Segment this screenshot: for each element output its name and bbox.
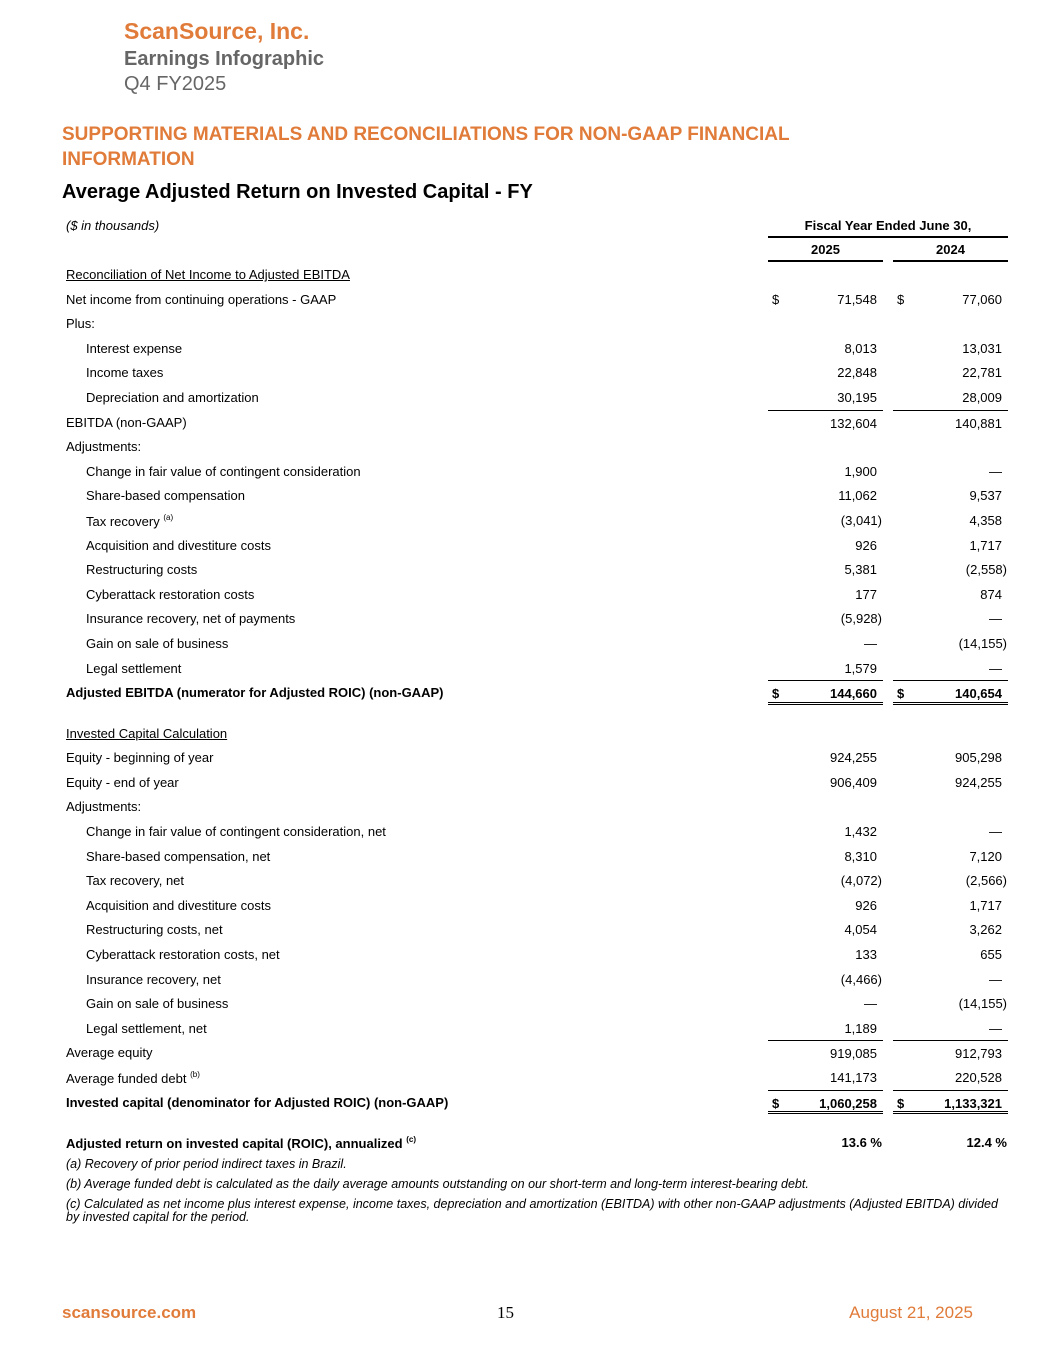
row-label-text: Interest expense — [86, 340, 183, 356]
row-label-text: Gain on sale of business — [86, 635, 229, 651]
table-row — [0, 745, 1055, 770]
value-cell-2025 — [768, 606, 883, 631]
value-2024: — — [989, 1020, 1002, 1036]
table-row — [0, 967, 1055, 992]
value-2025: — — [864, 996, 877, 1012]
value-cell-2024 — [893, 606, 1008, 631]
value-cell-2024 — [893, 360, 1008, 385]
document-subtitle: Earnings Infographic — [124, 48, 325, 70]
value-2025: 141,173 — [830, 1070, 877, 1085]
value-2024: (14,155) — [958, 635, 1007, 651]
value-cell-2024 — [893, 680, 1008, 705]
value-cell-2025 — [768, 1040, 883, 1065]
row-label-text: Net income from continuing operations - GAAP — [66, 291, 337, 307]
value-cell-2024 — [893, 991, 1008, 1016]
row-label-text: Cyberattack restoration costs — [86, 586, 255, 602]
value-2024: 77,060 — [962, 291, 1002, 307]
value-cell-2025 — [768, 745, 883, 770]
value-2024: 7,120 — [969, 848, 1002, 864]
value-2025: 71,548 — [837, 291, 877, 307]
table-row — [0, 631, 1055, 656]
table-row — [0, 287, 1055, 312]
table-row — [0, 533, 1055, 558]
value-2025: — — [864, 635, 877, 651]
table-row — [0, 917, 1055, 942]
value-cell-2024 — [893, 483, 1008, 508]
row-label-text: Plus: — [66, 316, 95, 332]
row-label — [66, 775, 179, 790]
value-2025: 132,604 — [830, 415, 877, 431]
value-cell-2024 — [893, 868, 1008, 893]
value-2025: 906,409 — [830, 774, 877, 790]
document-period: Q4 FY2025 — [124, 73, 227, 95]
value-2025: (5,928) — [840, 611, 882, 627]
row-label-text: Insurance recovery, net — [86, 971, 221, 987]
value-2024: 4,358 — [969, 512, 1002, 528]
row-label-text: Adjustments: — [66, 799, 142, 815]
value-cell-2024 — [893, 1016, 1008, 1041]
row-label — [86, 341, 182, 356]
value-cell-2024 — [893, 1065, 1008, 1090]
value-cell-2025 — [768, 557, 883, 582]
row-label — [66, 316, 95, 331]
table-row — [0, 942, 1055, 967]
value-2024: 22,781 — [962, 365, 1002, 381]
value-cell-2024 — [893, 287, 1008, 312]
row-label-text: Average equity — [66, 1045, 153, 1061]
row-label — [86, 947, 280, 962]
company-name: ScanSource, Inc. — [124, 18, 310, 44]
currency-symbol: $ — [897, 686, 905, 702]
value-cell-2024 — [893, 967, 1008, 992]
row-label — [66, 415, 187, 430]
value-2024: — — [989, 660, 1002, 676]
row-label — [66, 1095, 448, 1110]
value-cell-2024 — [893, 336, 1008, 361]
value-2024: — — [989, 824, 1002, 840]
value-cell-2024 — [893, 942, 1008, 967]
table-row — [0, 794, 1055, 819]
section-title: SUPPORTING MATERIALS AND RECONCILIATIONS FOR NON-GAAP FINANCIAL INFORMATION — [62, 124, 790, 170]
table-row — [0, 1016, 1055, 1041]
value-2025: (4,466) — [840, 971, 882, 987]
row-label-text: Tax recovery, net — [86, 873, 185, 889]
row-label-text: Average funded debt — [66, 1071, 187, 1086]
table-row — [0, 656, 1055, 681]
value-2024: (2,566) — [965, 873, 1007, 889]
row-label — [86, 538, 271, 553]
value-2024: 220,528 — [955, 1070, 1002, 1085]
row-label-text: Legal settlement, net — [86, 1020, 207, 1036]
row-label — [66, 439, 141, 454]
currency-symbol: $ — [897, 1095, 905, 1111]
value-cell-2024 — [893, 631, 1008, 656]
row-label-text: Income taxes — [86, 365, 164, 381]
row-label — [86, 390, 259, 405]
value-cell-2024 — [893, 893, 1008, 918]
value-cell-2025 — [768, 459, 883, 484]
row-label — [66, 685, 443, 700]
row-label — [86, 1021, 207, 1036]
table-row — [0, 582, 1055, 607]
value-2024: (2,558) — [965, 562, 1007, 578]
value-2025: 5,381 — [844, 562, 877, 578]
footnote-b: (b) Average funded debt is calculated as the daily average amounts outstanding on our short-term and long-term interest-bearing debt. — [66, 1177, 809, 1191]
value-cell-2025 — [768, 656, 883, 681]
value-cell-2025 — [768, 1016, 883, 1041]
value-cell-2024 — [893, 508, 1008, 533]
value-2025: 926 — [855, 537, 877, 553]
row-label — [86, 873, 184, 888]
row-label — [66, 799, 141, 814]
table-row — [0, 336, 1055, 361]
value-2025: 1,432 — [844, 824, 877, 840]
table-row — [0, 1130, 1055, 1155]
table-row — [0, 434, 1055, 459]
value-cell-2024 — [893, 656, 1008, 681]
value-cell-2025 — [768, 582, 883, 607]
row-label — [86, 824, 386, 839]
row-label-text: Insurance recovery, net of payments — [86, 611, 296, 627]
footnote-a: (a) Recovery of prior period indirect taxes in Brazil. — [66, 1157, 347, 1171]
value-cell-2025 — [768, 631, 883, 656]
value-2025: 1,189 — [844, 1020, 877, 1036]
column-header-2025: 2025 — [768, 242, 883, 262]
value-cell-2025 — [768, 533, 883, 558]
row-label — [66, 750, 213, 765]
value-cell-2024 — [893, 557, 1008, 582]
table-row — [0, 360, 1055, 385]
value-cell-2024 — [893, 385, 1008, 410]
row-label-text: Acquisition and divestiture costs — [86, 537, 271, 553]
table-row — [0, 819, 1055, 844]
row-label — [66, 726, 227, 741]
value-cell-2025 — [768, 287, 883, 312]
currency-symbol: $ — [772, 686, 780, 702]
value-cell-2025 — [768, 1130, 883, 1155]
value-cell-2025 — [768, 844, 883, 869]
row-label — [86, 365, 163, 380]
row-label-text: Adjusted EBITDA (numerator for Adjusted ROIC) (non-GAAP) — [66, 685, 444, 701]
value-2025: 926 — [855, 897, 877, 913]
row-label — [86, 562, 197, 577]
value-2024: 13,031 — [962, 340, 1002, 356]
value-2025: 13.6 % — [841, 1135, 882, 1151]
row-label — [66, 1070, 200, 1086]
row-label-text: Share-based compensation — [86, 488, 245, 504]
value-cell-2024 — [893, 1090, 1008, 1115]
value-cell-2024 — [893, 410, 1008, 435]
value-cell-2024 — [893, 745, 1008, 770]
value-cell-2025 — [768, 819, 883, 844]
value-2025: 4,054 — [844, 922, 877, 938]
table-row — [0, 385, 1055, 410]
value-cell-2025 — [768, 868, 883, 893]
value-2025: 22,848 — [837, 365, 877, 381]
table-row — [0, 1090, 1055, 1115]
row-label — [86, 996, 228, 1011]
row-label-text: Cyberattack restoration costs, net — [86, 947, 280, 963]
value-2024: 912,793 — [955, 1046, 1002, 1062]
row-label — [86, 464, 361, 479]
table-row — [0, 893, 1055, 918]
row-label-text: Legal settlement — [86, 660, 182, 676]
currency-symbol: $ — [772, 291, 780, 307]
table-row — [0, 991, 1055, 1016]
row-label-text: Adjusted return on invested capital (ROIC), annualized — [66, 1136, 403, 1152]
table-row — [0, 1040, 1055, 1065]
row-label — [86, 661, 181, 676]
footnote-marker: (b) — [190, 1070, 200, 1079]
value-cell-2025 — [768, 680, 883, 705]
footer-website-link[interactable]: scansource.com — [62, 1303, 197, 1322]
table-row — [0, 508, 1055, 533]
table-row — [0, 606, 1055, 631]
row-label — [86, 636, 228, 651]
value-cell-2024 — [893, 1130, 1008, 1155]
row-label-text: Tax recovery — [86, 513, 160, 529]
value-2024: 3,262 — [969, 922, 1002, 938]
row-label-text: Equity - end of year — [66, 774, 179, 790]
value-2025: 1,060,258 — [819, 1095, 877, 1111]
value-2024: — — [989, 971, 1002, 987]
value-cell-2024 — [893, 459, 1008, 484]
value-2025: 30,195 — [837, 389, 877, 405]
value-2025: 133 — [855, 947, 877, 963]
value-cell-2025 — [768, 942, 883, 967]
row-label — [86, 513, 173, 529]
value-2024: 12.4 % — [966, 1135, 1007, 1151]
table-row — [0, 483, 1055, 508]
value-2025: 1,900 — [844, 463, 877, 479]
value-2025: 924,255 — [830, 750, 877, 766]
row-label — [66, 267, 350, 282]
value-cell-2024 — [893, 819, 1008, 844]
units-note: ($ in thousands) — [66, 218, 160, 233]
row-label — [86, 898, 271, 913]
currency-symbol: $ — [897, 291, 905, 307]
row-label — [66, 1135, 416, 1151]
value-2024: 140,881 — [955, 415, 1002, 431]
footnote-marker: (a) — [163, 512, 174, 522]
value-2024: 924,255 — [955, 774, 1002, 790]
reconciliation-table — [0, 262, 1055, 1155]
row-spacer — [0, 1114, 1055, 1130]
value-cell-2025 — [768, 967, 883, 992]
value-2024: (14,155) — [958, 996, 1007, 1012]
row-label — [86, 972, 221, 987]
table-row — [0, 868, 1055, 893]
currency-symbol: $ — [772, 1095, 780, 1111]
row-label — [86, 587, 254, 602]
row-label-text: Acquisition and divestiture costs — [86, 897, 271, 913]
row-label-text: Restructuring costs, net — [86, 922, 223, 938]
row-label-text: Adjustments: — [66, 439, 142, 455]
value-cell-2025 — [768, 1065, 883, 1090]
value-2025: 144,660 — [830, 686, 877, 702]
row-label-text: Gain on sale of business — [86, 996, 229, 1012]
footnote-c: (c) Calculated as net income plus interest expense, income taxes, depreciation and amortization (EBITDA) with other non-GAAP adjustments (Adjusted EBITDA) divided by invested capital for the period. — [66, 1197, 998, 1224]
value-cell-2025 — [768, 385, 883, 410]
value-2024: 905,298 — [955, 750, 1002, 766]
table-row — [0, 557, 1055, 582]
footnote-marker: (c) — [406, 1135, 417, 1145]
value-cell-2025 — [768, 508, 883, 533]
row-label-text: Restructuring costs — [86, 562, 198, 578]
row-label-text: Change in fair value of contingent consideration — [86, 463, 361, 479]
footer-date: August 21, 2025 — [849, 1303, 973, 1322]
value-cell-2025 — [768, 1090, 883, 1115]
value-cell-2024 — [893, 917, 1008, 942]
value-2025: 1,579 — [844, 660, 877, 676]
row-label-text: Share-based compensation, net — [86, 848, 271, 864]
value-2024: — — [989, 463, 1002, 479]
row-label — [86, 611, 295, 626]
value-2024: 9,537 — [969, 488, 1002, 504]
value-2024: — — [989, 611, 1002, 627]
value-2025: 177 — [855, 586, 877, 602]
row-label-text: Invested Capital Calculation — [66, 725, 228, 741]
value-cell-2024 — [893, 770, 1008, 795]
value-cell-2025 — [768, 483, 883, 508]
row-label-text: EBITDA (non-GAAP) — [66, 414, 187, 430]
value-2024: 28,009 — [962, 389, 1002, 405]
value-2024: 1,717 — [969, 537, 1002, 553]
value-2025: 8,013 — [844, 340, 877, 356]
footnotes — [66, 1158, 1006, 1231]
section-heading-row — [0, 721, 1055, 746]
row-label — [86, 922, 223, 937]
row-label — [86, 488, 245, 503]
value-cell-2024 — [893, 582, 1008, 607]
fiscal-year-header: Fiscal Year Ended June 30, — [768, 218, 1008, 238]
value-cell-2025 — [768, 991, 883, 1016]
value-2025: (3,041) — [840, 512, 882, 528]
row-label-text: Change in fair value of contingent consideration, net — [86, 824, 386, 840]
column-header-2024: 2024 — [893, 242, 1008, 262]
value-cell-2025 — [768, 336, 883, 361]
value-2024: 140,654 — [955, 686, 1002, 702]
page-number: 15 — [497, 1303, 514, 1322]
row-spacer — [0, 705, 1055, 721]
value-2025: 919,085 — [830, 1046, 877, 1062]
table-row — [0, 311, 1055, 336]
row-label-text: Depreciation and amortization — [86, 389, 259, 405]
value-cell-2025 — [768, 917, 883, 942]
row-label-text: Reconciliation of Net Income to Adjusted EBITDA — [66, 267, 350, 282]
value-2024: 1,717 — [969, 897, 1002, 913]
value-cell-2024 — [893, 1040, 1008, 1065]
table-row — [0, 680, 1055, 705]
table-row — [0, 1065, 1055, 1090]
row-label — [86, 849, 270, 864]
row-label-text: Invested capital (denominator for Adjusted ROIC) (non-GAAP) — [66, 1094, 449, 1110]
value-2024: 1,133,321 — [944, 1095, 1002, 1111]
value-2024: 655 — [980, 947, 1002, 963]
table-row — [0, 459, 1055, 484]
value-cell-2025 — [768, 410, 883, 435]
value-2025: 8,310 — [844, 848, 877, 864]
value-2025: 11,062 — [838, 488, 877, 504]
value-cell-2025 — [768, 893, 883, 918]
value-cell-2024 — [893, 844, 1008, 869]
row-label-text: Equity - beginning of year — [66, 750, 214, 766]
row-label — [66, 292, 336, 307]
table-row — [0, 410, 1055, 435]
section-heading-row — [0, 262, 1055, 287]
row-label — [66, 1045, 153, 1060]
value-cell-2025 — [768, 770, 883, 795]
value-cell-2025 — [768, 360, 883, 385]
value-2024: 874 — [980, 586, 1002, 602]
value-cell-2024 — [893, 533, 1008, 558]
table-row — [0, 770, 1055, 795]
table-row — [0, 844, 1055, 869]
table-title: Average Adjusted Return on Invested Capital - FY — [62, 181, 533, 203]
value-2025: (4,072) — [840, 873, 882, 889]
